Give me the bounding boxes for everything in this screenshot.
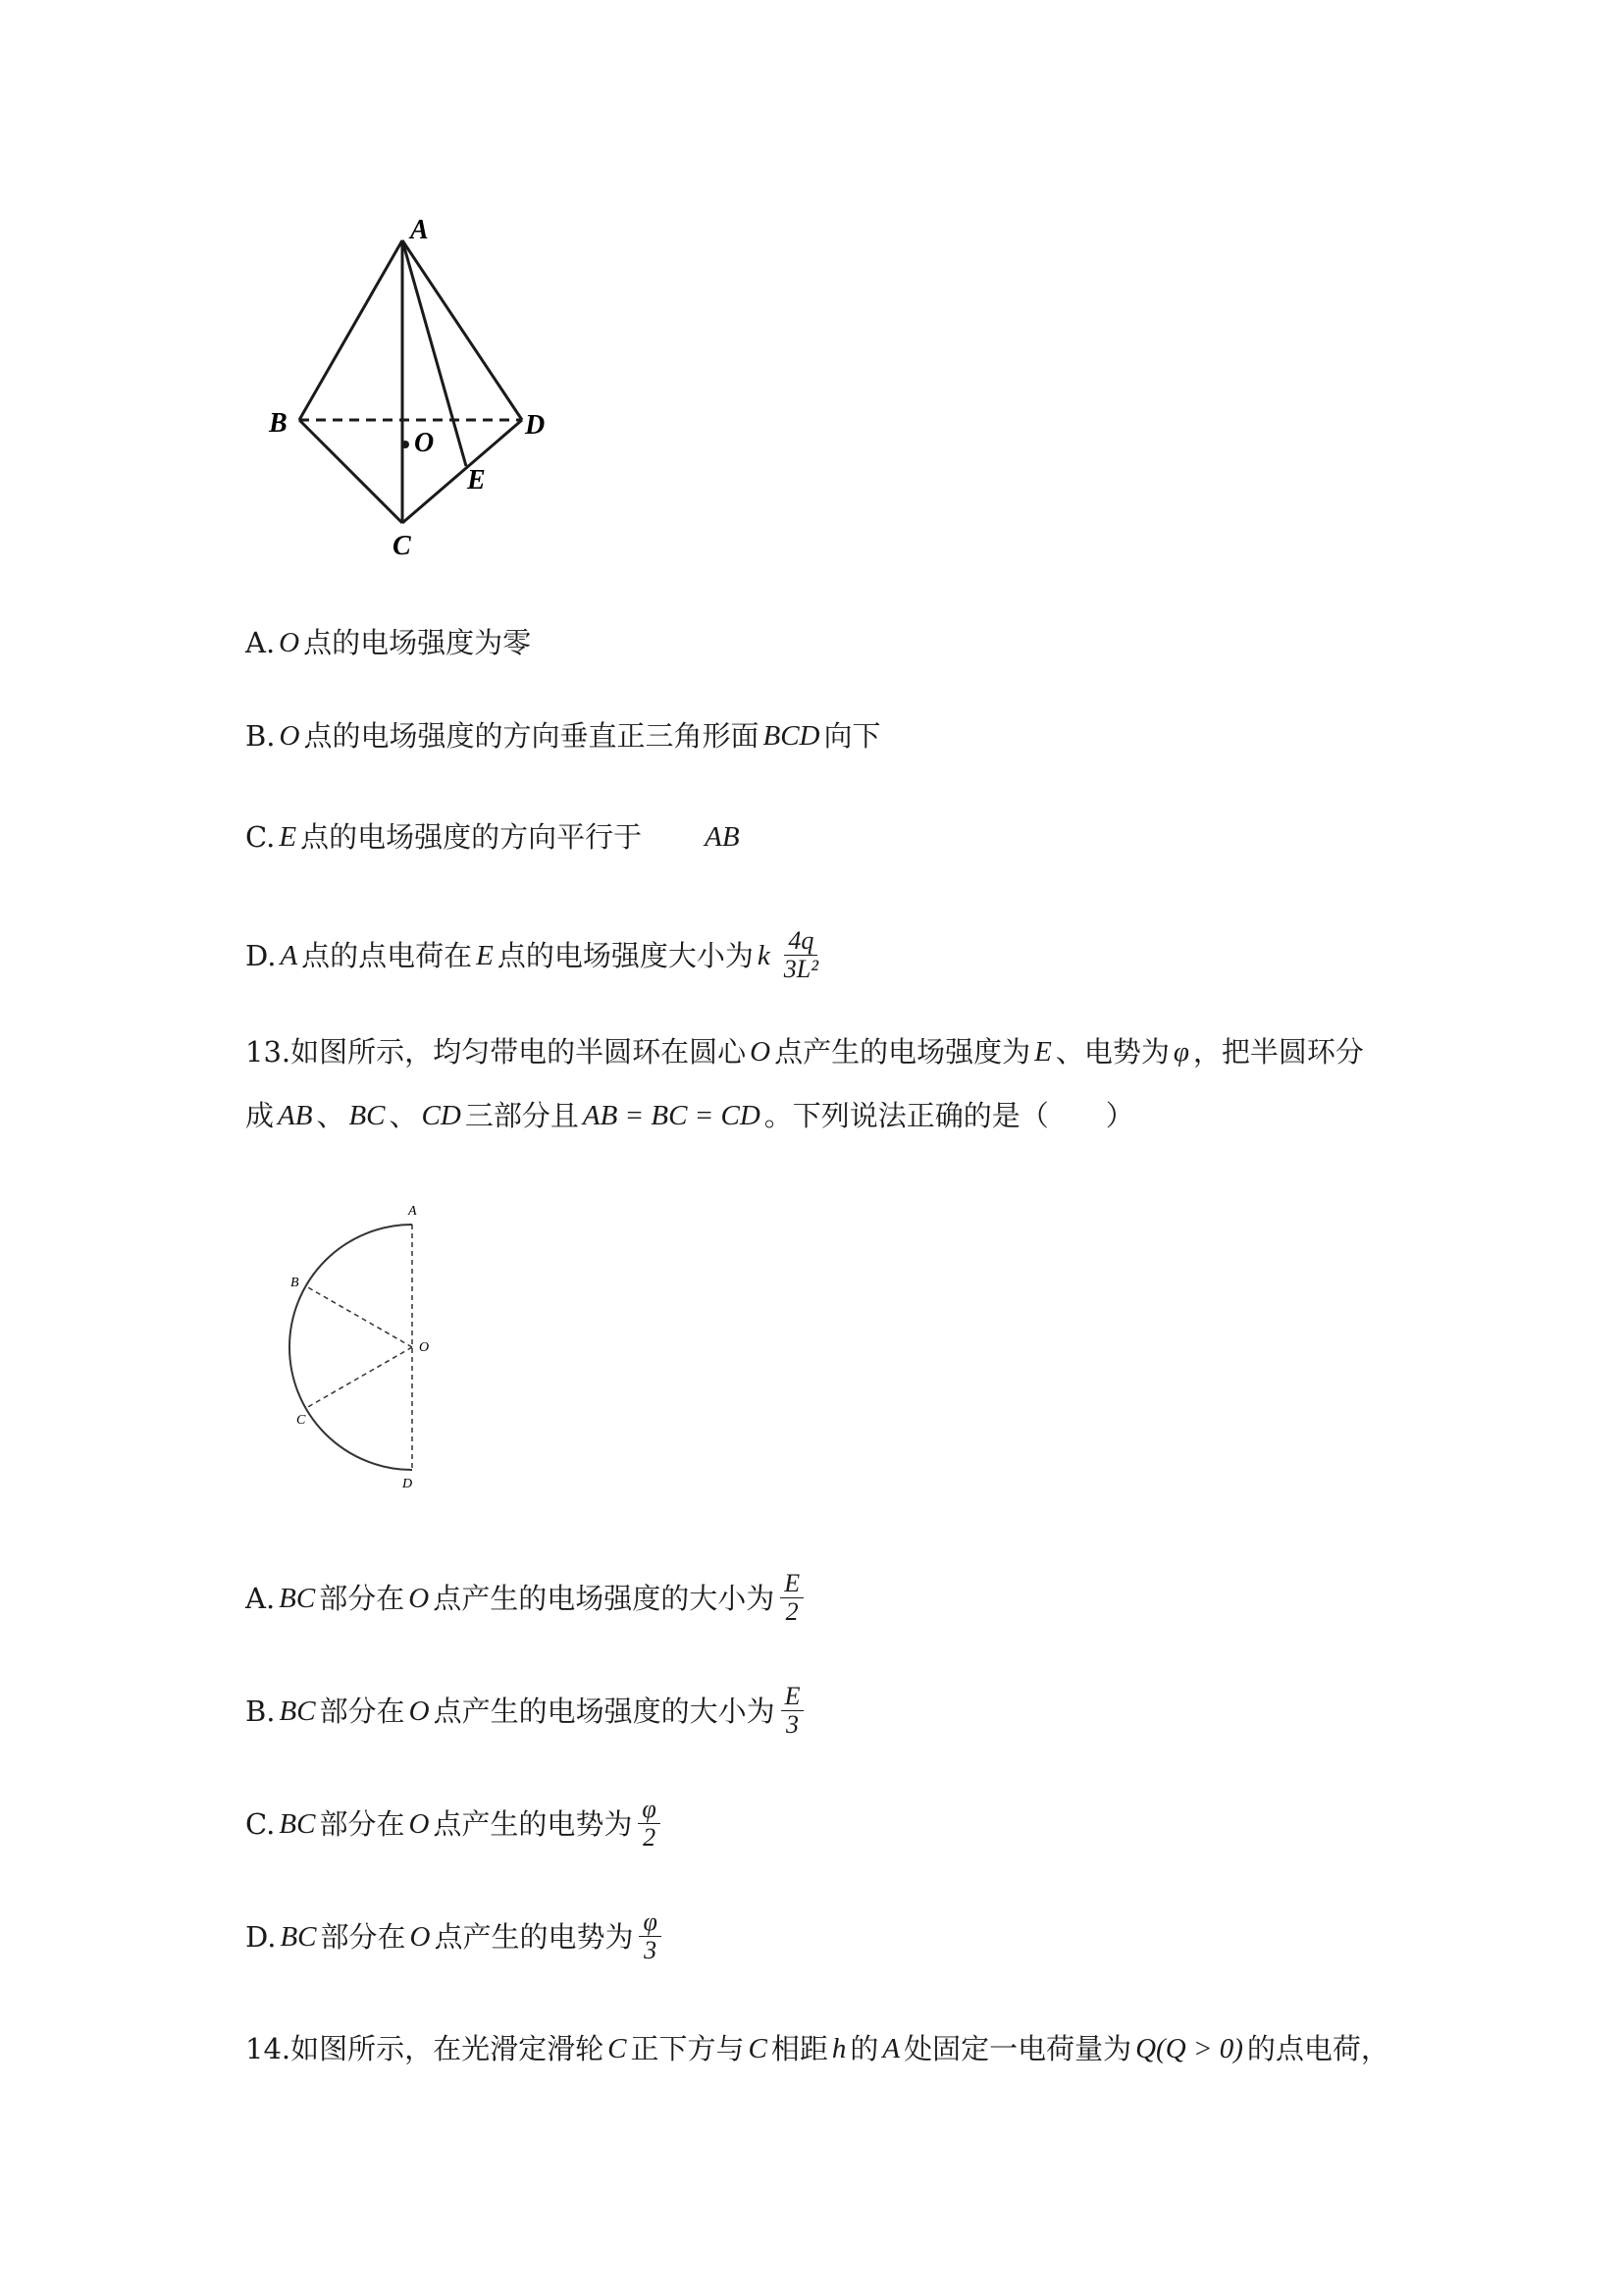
semicircle-arc <box>289 1225 412 1470</box>
label-c: C <box>393 531 411 561</box>
label-d: D <box>525 410 546 441</box>
q12-option-d: D. A 点的点电荷在 E 点的电场强度大小为 k $\frac{4q}{\text{3L²}}$ <box>245 927 822 983</box>
label-o: O <box>414 428 435 458</box>
q13-option-a: A. BC 部分在 O 点产生的电场强度的大小为 $\frac{E}{2}$ <box>245 1570 804 1626</box>
edge-ab <box>299 240 402 420</box>
label-d: D <box>402 1477 413 1491</box>
q13-b-fraction: $\frac{E}{3}$ <box>781 1683 805 1739</box>
label-b: B <box>290 1276 299 1290</box>
edge-bc <box>299 420 402 523</box>
label-a: A <box>410 215 429 245</box>
q14-stem-line1: 14.如图所示，在光滑定滑轮 C 正下方与 C 相距 h 的 A 处固定一电荷量为 Q(Q > 0) 的点电荷， <box>245 2032 1389 2065</box>
q13-c-fraction: $\frac{\varphi}{2}$ <box>638 1796 659 1852</box>
label-a: A <box>408 1204 417 1219</box>
q13-stem-line2: 成 AB 、 BC 、 CD 三部分且 AB = BC = CD 。下列说法正确的是（ ） <box>245 1099 1134 1132</box>
q12-option-a: A. O 点的电场强度为零 <box>245 626 532 659</box>
q13-d-fraction: $\frac{\varphi}{3}$ <box>639 1908 660 1964</box>
q12-option-b: B. O 点的电场强度的方向垂直正三角形面 BCD 向下 <box>245 719 881 753</box>
q12-d-fraction: $\frac{4q}{\text{3L²}}$ <box>783 926 819 983</box>
edge-ae <box>402 240 466 466</box>
q13-a-fraction: $\frac{E}{2}$ <box>780 1570 804 1626</box>
point-o <box>401 441 409 448</box>
label-b: B <box>269 408 288 439</box>
tetrahedron-figure <box>265 211 579 574</box>
q13-option-d: D. BC 部分在 O 点产生的电势为 $\frac{\varphi}{3}$ <box>245 1908 661 1964</box>
semicircle-ring-figure <box>275 1192 451 1496</box>
label-o: O <box>419 1340 430 1355</box>
q13-stem-line1: 13.如图所示，均匀带电的半圆环在圆心 O 点产生的电场强度为 E 、电势为 φ ，把半圆环分 <box>245 1035 1364 1069</box>
edge-ad <box>402 240 522 420</box>
q12-option-c: C. E 点的电场强度的方向平行于 AB <box>245 820 740 854</box>
q13-option-c: C. BC 部分在 O 点产生的电势为 $\frac{\varphi}{2}$ <box>245 1796 660 1852</box>
q13-option-b: B. BC 部分在 O 点产生的电场强度的大小为 $\frac{E}{3}$ <box>245 1683 804 1739</box>
label-c: C <box>296 1413 306 1428</box>
radius-oc-dashed <box>306 1347 412 1408</box>
radius-ob-dashed <box>306 1286 412 1347</box>
label-e: E <box>467 465 486 496</box>
